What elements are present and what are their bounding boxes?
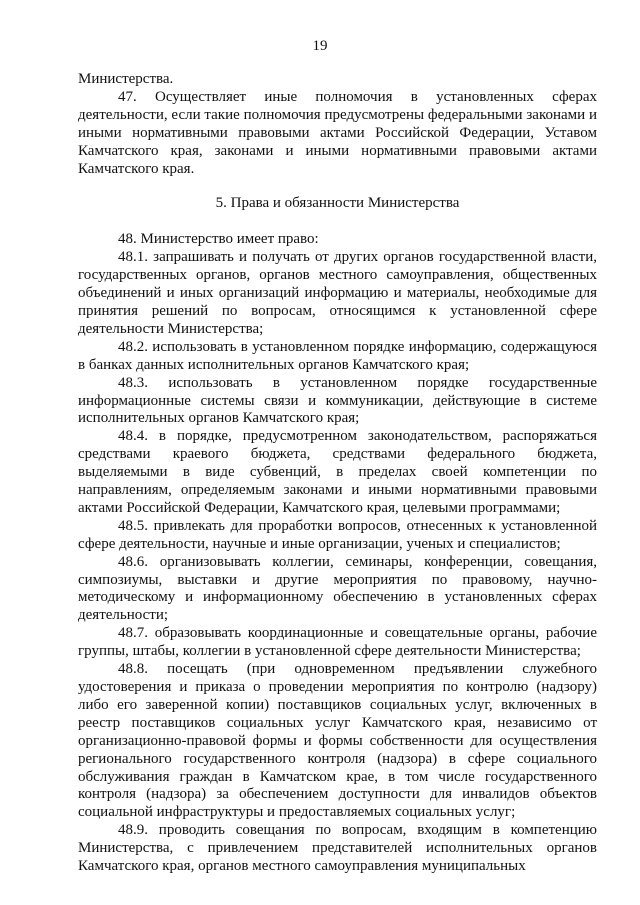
page-number: 19 bbox=[312, 38, 328, 54]
paragraph-continuation: Министерства. bbox=[78, 71, 174, 87]
paragraph-48-8: 48.8. посещать (при одновременном предъявлении служебного удостоверения и приказа о проведении мероприятия по контролю (надзору) либо его заверенной копии) поставщиков социальных услуг, включенных в реестр поставщиков социальных услуг Камчатского края, независимо от организационно-правовой формы и формы собственности для осуществления регионального государственного контроля (надзора) в сфере социального обслуживания граждан в Камчатском крае, в том числе государственного контроля (надзора) за обеспечением доступности для инвалидов объектов социальной инфраструктуры и предоставляемых социальных услуг; bbox=[78, 661, 597, 821]
paragraph-48-4: 48.4. в порядке, предусмотренном законодательством, распоряжаться средствами краевого бюджета, средствами федерального бюджета, выделяемыми в виде субвенций, в пределах своей компетенции по направлениям, определяемым законами и иными нормативными правовыми актами Российской Федерации, Камчатского края, целевыми программами; bbox=[78, 428, 597, 516]
paragraph-48-9: 48.9. проводить совещания по вопросам, входящим в компетенцию Министерства, с привлечением представителей исполнительных органов Камчатского края, органов местного самоуправления муниципальных bbox=[78, 822, 597, 875]
section-heading: 5. Права и обязанности Министерства bbox=[215, 195, 460, 212]
paragraph-48-1: 48.1. запрашивать и получать от других органов государственной власти, государственных органов, органов местного самоуправления, общественных объединений и иных организаций информацию и материалы, необходимые для принятия решений по вопросам, относящимся к установленной сфере деятельности Министерства; bbox=[78, 249, 597, 337]
paragraph-48-3: 48.3. использовать в установленном порядке государственные информационные системы связи и коммуникации, действующие в системе исполнительных органов Камчатского края; bbox=[78, 374, 597, 427]
paragraph-48: 48. Министерство имеет право: bbox=[118, 231, 319, 248]
document-body bbox=[78, 71, 597, 876]
paragraph-48-6: 48.6. организовывать коллегии, семинары, конференции, совещания, симпозиумы, выставки и другие мероприятия по правовому, научно-методическому и информационному обеспечению в установленных сферах деятельности; bbox=[78, 553, 597, 624]
paragraph-48-5: 48.5. привлекать для проработки вопросов, отнесенных к установленной сфере деятельности, научные и иные организации, ученых и специалистов; bbox=[78, 517, 597, 552]
paragraph-48-2: 48.2. использовать в установленном порядке информацию, содержащуюся в банках данных исполнительных органов Камчатского края; bbox=[78, 338, 597, 373]
paragraph-48-7: 48.7. образовывать координационные и совещательные органы, рабочие группы, штабы, коллегии в установленной сфере деятельности Министерства; bbox=[78, 625, 597, 660]
paragraph-47: 47. Осуществляет иные полномочия в установленных сферах деятельности, если такие полномочия предусмотрены федеральными законами и иными нормативными правовыми актами Российской Федерации, Уставом Камчатского края, законами и иными нормативными правовыми актами Камчатского края. bbox=[78, 88, 597, 177]
